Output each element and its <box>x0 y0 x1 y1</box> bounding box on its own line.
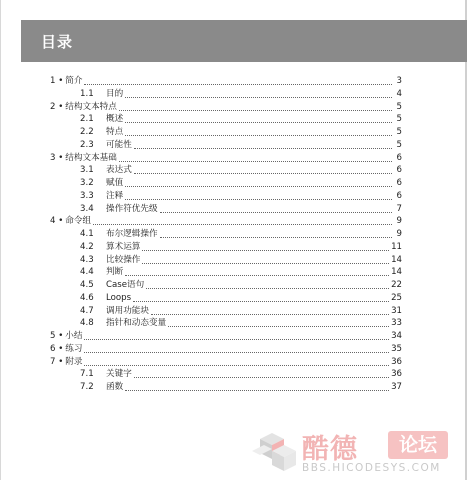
toc-entry-title: 操作符优先级 <box>106 203 158 214</box>
toc-leader-dots <box>119 109 392 111</box>
page-title: 目录 <box>41 33 74 51</box>
toc-entry-title: 赋值 <box>106 178 124 188</box>
toc-entry-title: 指针和动态变量 <box>106 318 167 329</box>
toc-entry-number: 3.2 <box>80 178 94 188</box>
toc-entry-page: 37 <box>391 382 402 392</box>
toc-entry-title: 布尔逻辑操作 <box>106 229 158 239</box>
toc-entry-page: 33 <box>391 318 402 329</box>
toc-leader-dots <box>84 83 392 85</box>
toc-entry-number: 3 • <box>50 152 64 163</box>
toc-entry-number: 4.5 <box>80 280 94 290</box>
toc-leader-dots <box>125 274 389 276</box>
page-left-border <box>0 0 1 480</box>
watermark <box>250 425 467 480</box>
toc-entry-number: 2.1 <box>80 114 94 125</box>
toc-entry-page: 36 <box>391 369 402 380</box>
toc-entry-number: 6 • <box>50 343 64 354</box>
toc-header-bar <box>21 20 467 62</box>
watermark-forum-badge: 论坛 <box>388 431 448 459</box>
toc-entry[interactable] <box>80 379 402 393</box>
toc-entry-page: 25 <box>391 292 402 303</box>
toc-entry-number: 7 • <box>50 356 64 367</box>
toc-entry-number: 4.1 <box>80 229 94 239</box>
toc-entry-page: 36 <box>391 356 402 367</box>
toc-leader-dots <box>133 300 389 302</box>
toc-entry-title: 表达式 <box>106 165 132 176</box>
toc-entry-page: 31 <box>391 305 402 316</box>
toc-entry-title: Loops <box>106 292 132 303</box>
toc-entry-page: 14 <box>391 254 402 265</box>
toc-entry-title: 判断 <box>106 267 124 278</box>
toc-leader-dots <box>146 287 389 289</box>
toc-entry-number: 3.1 <box>80 165 94 176</box>
watermark-brand: 酷德 <box>302 434 358 465</box>
toc-entry-number: 4 • <box>50 216 64 227</box>
toc-entry-title: Case语句 <box>106 280 145 290</box>
toc-entry-number: 4.2 <box>80 241 94 252</box>
toc-entry-title: 调用功能块 <box>106 305 149 316</box>
toc-leader-dots <box>125 121 392 123</box>
toc-entry-title: 结构文本特点 <box>65 101 117 112</box>
toc-entry-page: 6 <box>396 165 402 176</box>
toc-leader-dots <box>142 262 389 264</box>
toc-entry-title: 简介 <box>65 76 83 86</box>
toc-leader-dots <box>84 364 389 366</box>
toc-entry-page: 5 <box>396 101 402 112</box>
toc-leader-dots <box>134 376 389 378</box>
toc-entry-title: 函数 <box>106 382 124 392</box>
toc-leader-dots <box>84 338 389 340</box>
toc-leader-dots <box>119 160 392 162</box>
watermark-url: BBS.HICODESYS.COM <box>302 462 441 474</box>
toc-entry-number: 4.3 <box>80 254 94 265</box>
toc-entry-page: 7 <box>396 203 402 214</box>
toc-leader-dots <box>84 351 389 353</box>
toc-entry-number: 7.1 <box>80 369 94 380</box>
toc-entry-page: 9 <box>396 216 402 227</box>
toc-entry-title: 可能性 <box>106 139 132 150</box>
toc-entry-page: 9 <box>396 229 402 239</box>
toc-entry-number: 2.2 <box>80 127 94 137</box>
toc-leader-dots <box>93 223 392 225</box>
toc-entry-title: 小结 <box>65 331 83 341</box>
toc-entry-page: 5 <box>396 127 402 137</box>
toc-entry-title: 概述 <box>106 114 124 125</box>
toc-leader-dots <box>134 147 392 149</box>
toc-entry-title: 结构文本基础 <box>65 152 117 163</box>
toc-entry-title: 练习 <box>65 343 83 354</box>
toc-entry-number: 2.3 <box>80 139 94 150</box>
toc-leader-dots <box>125 134 392 136</box>
toc-entry-number: 5 • <box>50 331 64 341</box>
toc-entry-page: 6 <box>396 152 402 163</box>
toc-entry-title: 关键字 <box>106 369 132 380</box>
toc-entry-page: 34 <box>391 331 402 341</box>
toc-entry-page: 6 <box>396 178 402 188</box>
toc-leader-dots <box>125 389 389 391</box>
toc-entry-page: 4 <box>396 88 402 99</box>
toc-entry-page: 11 <box>391 241 402 252</box>
toc-leader-dots <box>151 313 389 315</box>
toc-entry-page: 35 <box>391 343 402 354</box>
toc-leader-dots <box>134 172 392 174</box>
toc-entry-title: 注释 <box>106 190 124 201</box>
toc-entry-number: 1 • <box>50 76 64 86</box>
toc-leader-dots <box>142 249 389 251</box>
toc-entry-number: 4.7 <box>80 305 94 316</box>
toc-entry-page: 22 <box>391 280 402 290</box>
toc-entry-page: 3 <box>396 76 402 86</box>
toc-entry-page: 14 <box>391 267 402 278</box>
toc-entry-number: 4.4 <box>80 267 94 278</box>
toc-entry-title: 目的 <box>106 88 124 99</box>
toc-entry-number: 1.1 <box>80 88 94 99</box>
toc-entry-number: 4.6 <box>80 292 94 303</box>
toc-leader-dots <box>125 96 392 98</box>
toc-leader-dots <box>125 185 392 187</box>
toc-entry-page: 5 <box>396 114 402 125</box>
toc-entry-page: 6 <box>396 190 402 201</box>
toc-entry-title: 特点 <box>106 127 124 137</box>
toc-entry-number: 4.8 <box>80 318 94 329</box>
toc-entry-title: 命令组 <box>65 216 92 227</box>
toc-entry-number: 2 • <box>50 101 64 112</box>
cube-logo-icon <box>250 425 298 475</box>
toc-entry-number: 3.4 <box>80 203 94 214</box>
toc-leader-dots <box>160 211 392 213</box>
toc-entry-number: 7.2 <box>80 382 94 392</box>
toc-leader-dots <box>160 236 392 238</box>
toc-entry-page: 5 <box>396 139 402 150</box>
toc-leader-dots <box>168 325 389 327</box>
toc-leader-dots <box>125 198 392 200</box>
toc-entry-number: 3.3 <box>80 190 94 201</box>
toc-entry-title: 附录 <box>65 356 83 367</box>
toc-entry-title: 比较操作 <box>106 254 141 265</box>
toc-entry-title: 算术运算 <box>106 241 141 252</box>
